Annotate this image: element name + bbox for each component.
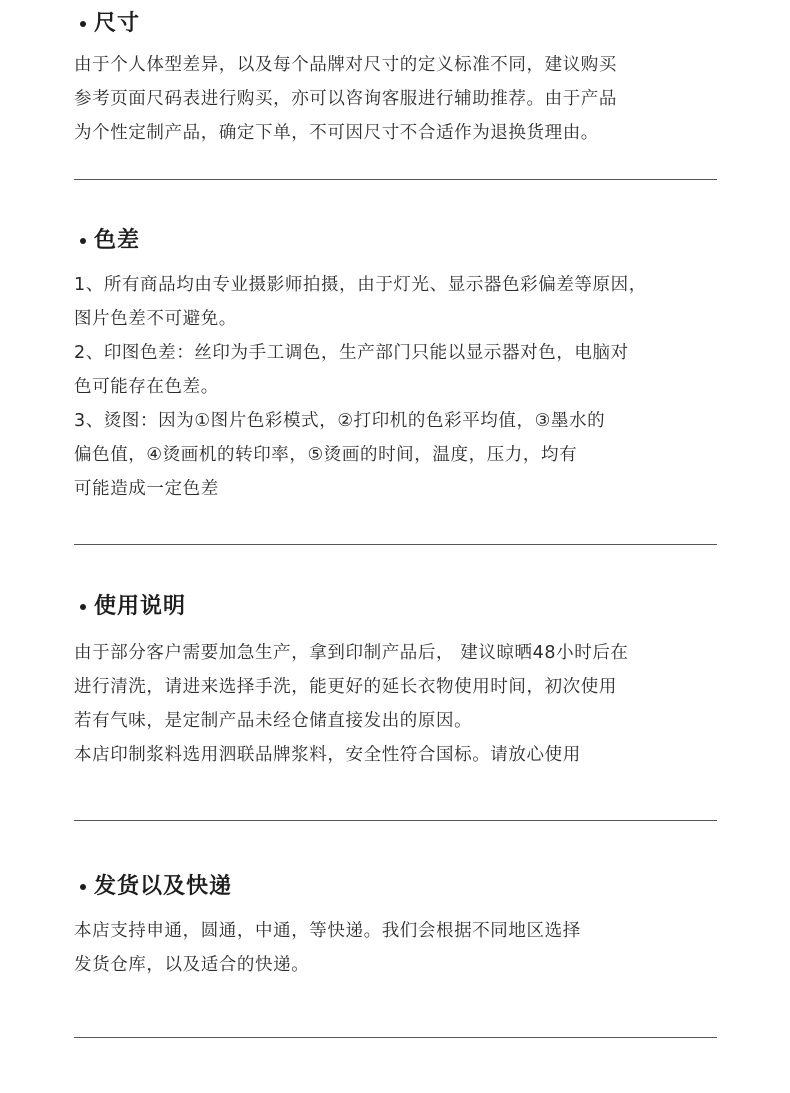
section-divider — [74, 820, 717, 821]
section-usage-instructions — [74, 591, 717, 765]
section-title: 尺寸 — [94, 11, 141, 36]
paragraph-line: 2、印图色差：丝印为手工调色，生产部门只能以显示器对色，电脑对 — [74, 343, 629, 363]
section-body — [74, 636, 629, 772]
paragraph-line: 3、烫图：因为①图片色彩模式，②打印机的色彩平均值，③墨水的 — [74, 411, 606, 431]
bullet-dot-icon — [80, 21, 86, 27]
paragraph-line: 由于部分客户需要加急生产，拿到印制产品后， 建议晾晒48小时后在 — [74, 643, 629, 663]
bullet-dot-icon — [80, 238, 86, 244]
paragraph-line: 参考页面尺码表进行购买，亦可以咨询客服进行辅助推荐。由于产品 — [74, 89, 617, 109]
bullet-dot-icon — [80, 884, 86, 890]
paragraph-line: 为个性定制产品，确定下单，不可因尺寸不合适作为退换货理由。 — [74, 123, 599, 143]
section-body — [74, 914, 581, 982]
section-heading — [74, 871, 717, 903]
section-color-difference — [74, 225, 717, 499]
paragraph-line: 图片色差不可避免。 — [74, 309, 237, 329]
bullet-dot-icon — [80, 604, 86, 610]
section-divider — [74, 544, 717, 545]
paragraph-line: 发货仓库，以及适合的快递。 — [74, 955, 310, 975]
section-heading — [74, 225, 717, 257]
section-body — [74, 268, 647, 506]
section-title: 发货以及快递 — [94, 874, 233, 899]
paragraph-line: 由于个人体型差异，以及每个品牌对尺寸的定义标准不同，建议购买 — [74, 55, 617, 75]
paragraph-line: 可能造成一定色差 — [74, 479, 219, 499]
section-divider — [74, 179, 717, 180]
paragraph-line: 色可能存在色差。 — [74, 377, 219, 397]
section-size — [74, 8, 717, 143]
section-heading — [74, 591, 717, 623]
paragraph-line: 若有气味，是定制产品未经仓储直接发出的原因。 — [74, 711, 473, 731]
section-divider — [74, 1037, 717, 1038]
paragraph-line: 本店支持申通，圆通，中通，等快递。我们会根据不同地区选择 — [74, 921, 581, 941]
section-shipping — [74, 871, 717, 975]
paragraph-line: 本店印制浆料选用泗联品牌浆料，安全性符合国标。请放心使用 — [74, 745, 581, 765]
section-body — [74, 48, 617, 150]
paragraph-line: 偏色值，④烫画机的转印率，⑤烫画的时间，温度，压力，均有 — [74, 445, 578, 465]
section-heading — [74, 8, 717, 40]
paragraph-line: 进行清洗，请进来选择手洗，能更好的延长衣物使用时间，初次使用 — [74, 677, 617, 697]
section-title: 色差 — [94, 228, 141, 253]
paragraph-line: 1、所有商品均由专业摄影师拍摄，由于灯光、显示器色彩偏差等原因， — [74, 275, 647, 295]
section-title: 使用说明 — [94, 594, 187, 619]
